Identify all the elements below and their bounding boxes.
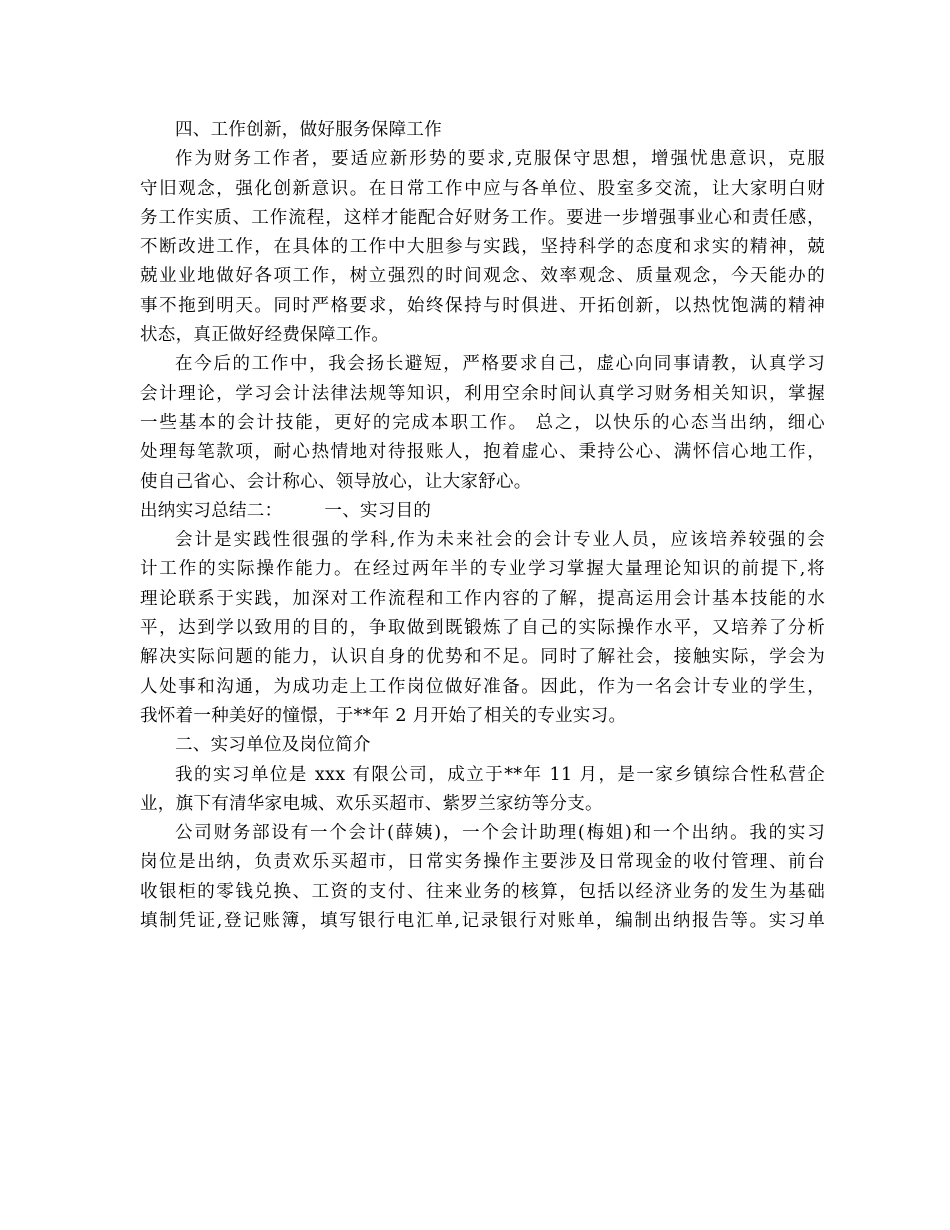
paragraph-line: 我的实习单位是 xxx 有限公司，成立于**年 11 月，是一家乡镇综合性私营企 [175, 764, 825, 785]
paragraph-line: 处理每笔款项，耐心热情地对待报账人，抱着虚心、秉持公心、满怀信心地工作， [140, 442, 825, 463]
paragraph-line: 理论联系于实践，加深对工作流程和工作内容的了解，提高运用会计基本技能的水 [140, 588, 825, 609]
paragraph-line: 会计理论，学习会计法律法规等知识，利用空余时间认真学习财务相关知识，掌握 [140, 383, 825, 404]
paragraph-line: 公司财务部设有一个会计(薛姨)，一个会计助理(梅姐)和一个出纳。我的实习 [175, 823, 825, 844]
summary-two-heading [140, 497, 825, 526]
paragraph-line: 会计是实践性很强的学科,作为未来社会的会计专业人员，应该培养较强的会 [175, 530, 825, 551]
paragraph-line: 填制凭证,登记账簿，填写银行电汇单,记录银行对账单，编制出纳报告等。实习单 [140, 911, 825, 932]
paragraph-line: 务工作实质、工作流程，这样才能配合好财务工作。要进一步增强事业心和责任感， [140, 207, 825, 228]
paragraph-line: 业，旗下有清华家电城、欢乐买超市、紫罗兰家纺等分支。 [140, 793, 603, 814]
paragraph-line: 守旧观念，强化创新意识。在日常工作中应与各单位、股室多交流，让大家明白财 [140, 178, 825, 199]
document-page [140, 116, 825, 936]
summary-two-label: 出纳实习总结二： [140, 500, 283, 521]
section-heading-four: 四、工作创新，做好服务保障工作 [175, 120, 442, 140]
section-heading-one: 一、实习目的 [324, 500, 432, 521]
paragraph-line: 兢业业地做好各项工作，树立强烈的时间观念、效率观念、质量观念，今天能办的 [140, 266, 825, 287]
paragraph-line: 解决实际问题的能力，认识自身的优势和不足。同时了解社会，接触实际，学会为 [140, 647, 825, 668]
paragraph-line: 人处事和沟通，为成功走上工作岗位做好准备。因此，作为一名会计专业的学生， [140, 676, 825, 697]
section-heading-two: 二、实习单位及岗位简介 [175, 735, 371, 756]
paragraph-line: 我怀着一种美好的憧憬，于**年 2 月开始了相关的专业实习。 [140, 705, 627, 726]
paragraph-line: 在今后的工作中，我会扬长避短，严格要求自己，虚心向同事请教，认真学习 [175, 354, 825, 375]
paragraph-line: 收银柜的零钱兑换、工资的支付、往来业务的核算，包括以经济业务的发生为基础 [140, 881, 825, 902]
paragraph-line: 不断改进工作，在具体的工作中大胆参与实践，坚持科学的态度和求实的精神，兢 [140, 237, 825, 258]
paragraph-line: 平，达到学以致用的目的，争取做到既锻炼了自己的实际操作水平，又培养了分析 [140, 618, 825, 639]
paragraph-line: 一些基本的会计技能，更好的完成本职工作。 总之，以快乐的心态当出纳，细心 [140, 412, 825, 433]
paragraph-line: 状态，真正做好经费保障工作。 [140, 325, 390, 346]
paragraph-line: 使自己省心、会计称心、领导放心，让大家舒心。 [140, 471, 532, 492]
paragraph-line: 计工作的实际操作能力。在经过两年半的专业学习掌握大量理论知识的前提下,将 [140, 559, 825, 580]
paragraph-line: 事不拖到明天。同时严格要求，始终保持与时俱进、开拓创新，以热忱饱满的精神 [140, 295, 825, 316]
paragraph-line: 岗位是出纳，负责欢乐买超市，日常实务操作主要涉及日常现金的收付管理、前台 [140, 852, 825, 873]
paragraph-line: 作为财务工作者，要适应新形势的要求,克服保守思想，增强忧患意识，克服 [175, 149, 825, 170]
